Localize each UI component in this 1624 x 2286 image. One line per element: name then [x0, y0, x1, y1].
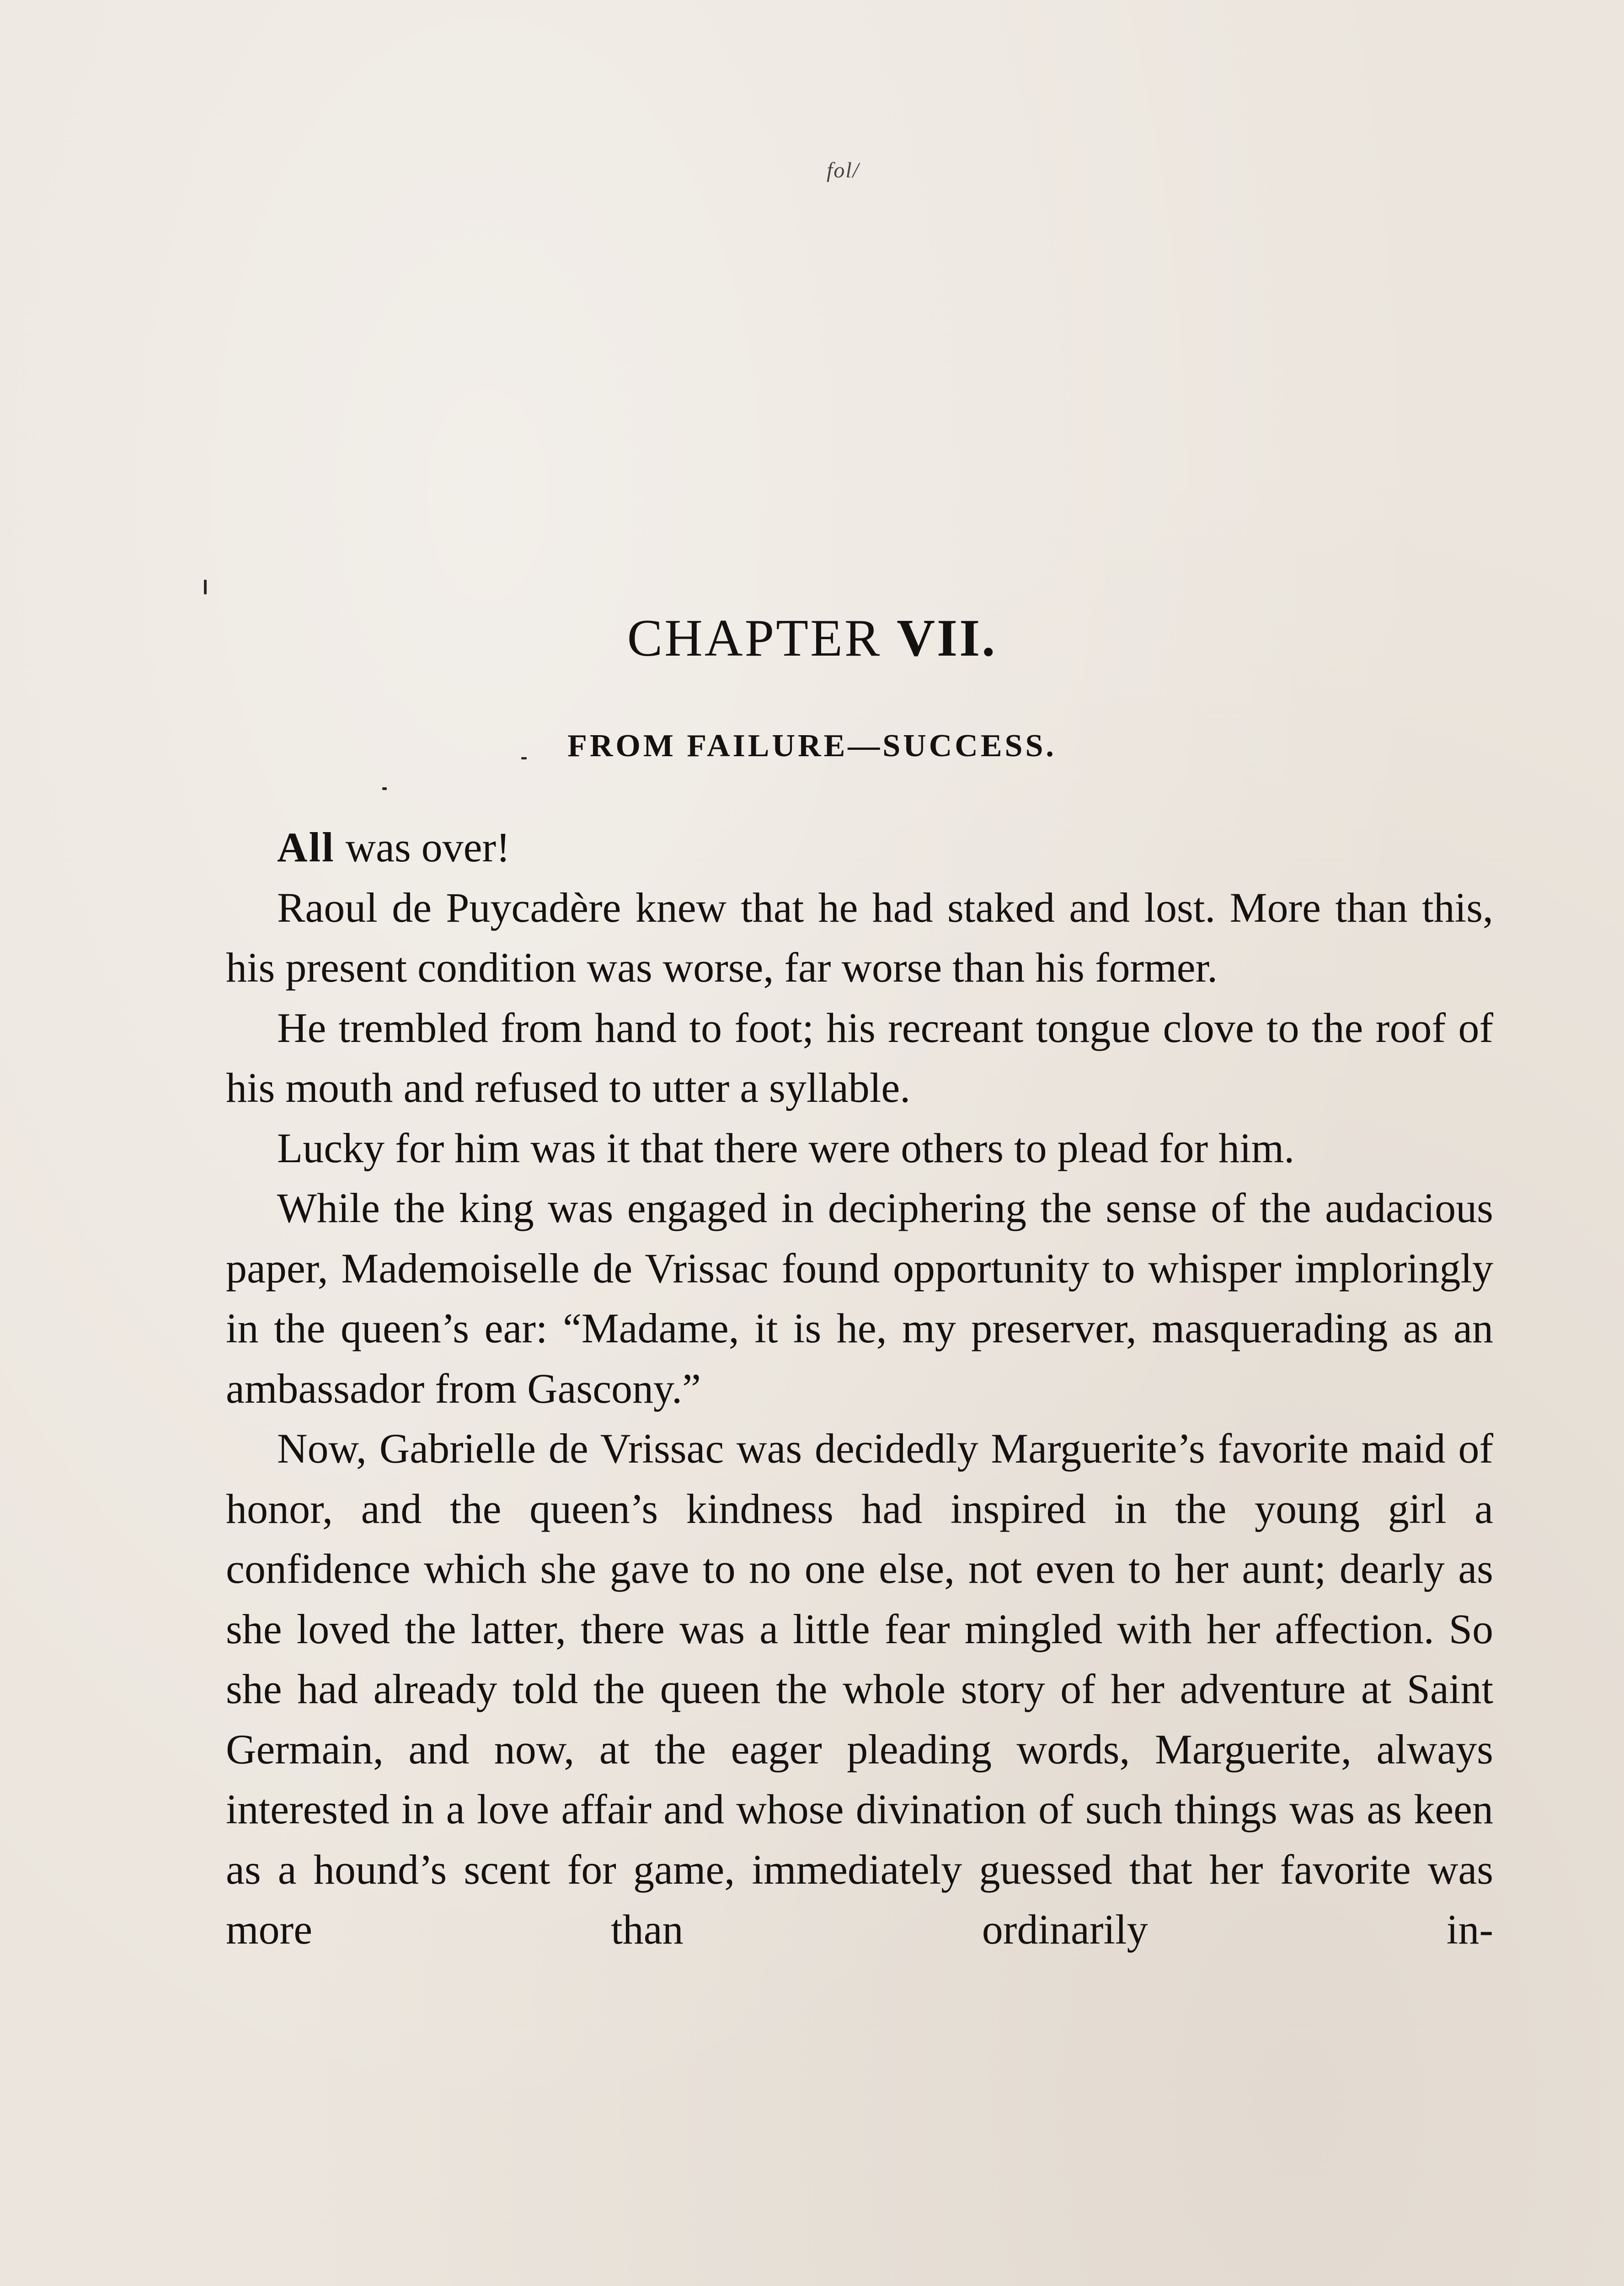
paragraph: Lucky for him was it that there were others to plead for him. [277, 1124, 1295, 1171]
chapter-heading [0, 608, 1624, 669]
paragraph: He trembled from hand to foot; his recreant tongue clove to the roof of his mouth and refused to utter a syllable. [226, 1004, 1493, 1111]
top-mark: fol/ [827, 158, 860, 182]
margin-speck [382, 787, 387, 790]
paragraph: While the king was engaged in deciphering the sense of the audacious paper, Mademoiselle de Vrissac found opportunity to whisper imploringly in the queen’s ear: “Madame, it is he, my preserver, masquerading as an ambassador from Gascony.” [226, 1185, 1493, 1412]
paragraph: Now, Gabrielle de Vrissac was decidedly Marguerite’s favorite maid of honor, and the queen’s kindness had inspired in the young girl a confidence which she gave to no one else, not even to her aunt; dearly as she loved the latter, there was a little fear mingled with her affection. So she had already told the queen the whole story of her adventure at Saint Germain, and now, at the eager pleading words, Marguerite, always interested in a love affair and whose divination of such things was as keen as a hound’s scent for game, immediately guessed that her favorite was more than ordinarily in- [226, 1425, 1493, 1953]
chapter-label: CHAPTER [627, 609, 882, 668]
drop-word: All [277, 824, 335, 871]
paragraph: Raoul de Puycadère knew that he had staked and lost. More than this, his present condition was worse, far worse than his former. [226, 884, 1493, 991]
body-text [226, 817, 1493, 1960]
paragraph-text: was over! [335, 824, 510, 871]
margin-speck [204, 580, 207, 594]
chapter-number: VII. [897, 609, 997, 668]
paragraph [226, 817, 1493, 878]
chapter-subtitle: FROM FAILURE—SUCCESS. [567, 728, 1057, 764]
